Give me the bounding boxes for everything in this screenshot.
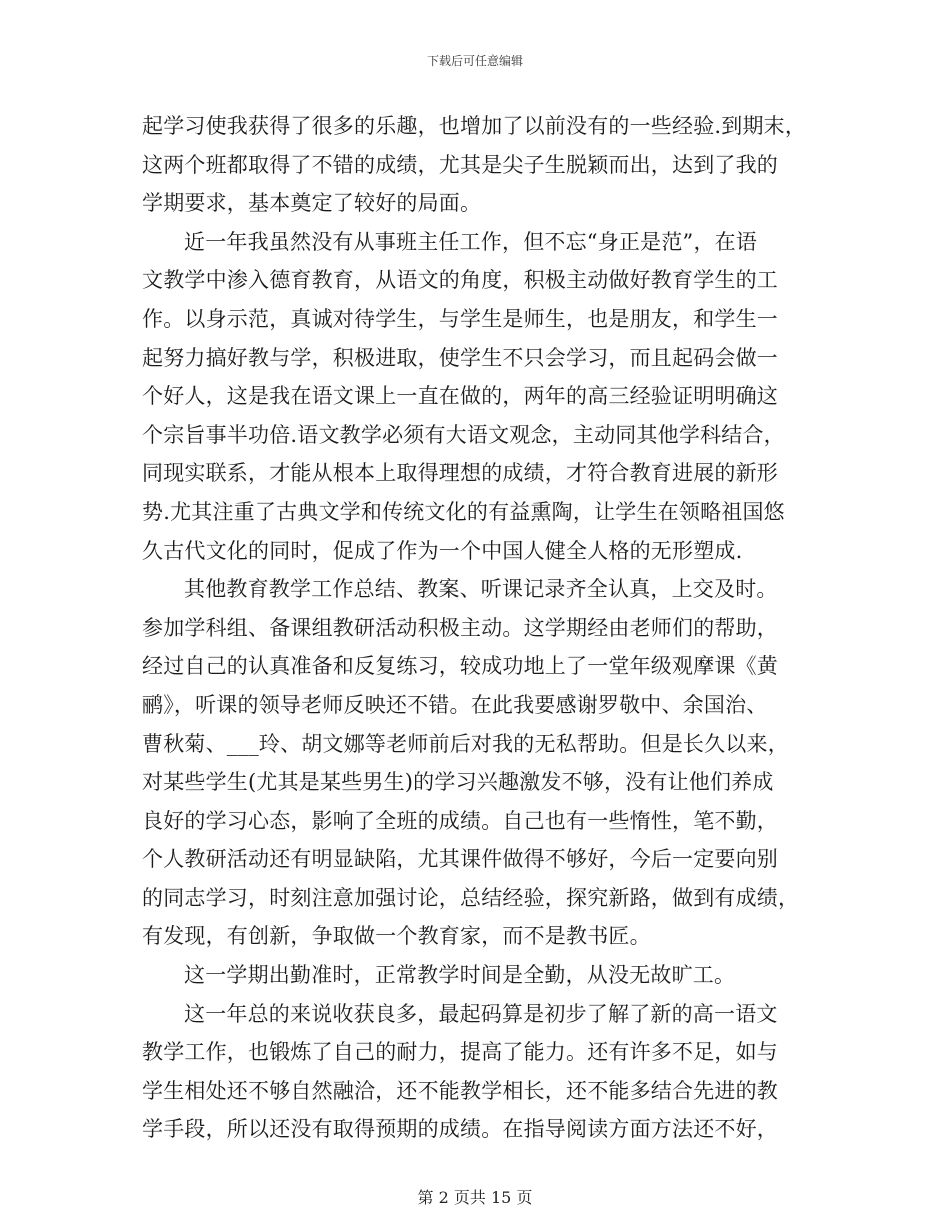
text-line: 个人教研活动还有明显缺陷，尤其课件做得不够好，今后一定要向别	[142, 847, 778, 872]
text-line: 经过自己的认真准备和反复练习，较成功地上了一堂年级观摩课《黄	[142, 654, 778, 679]
text-line: 教学工作，也锻炼了自己的耐力，提高了能力。还有许多不足，如与	[142, 1040, 778, 1065]
paragraph-start-line: 近一年我虽然没有从事班主任工作，但不忘“身正是范”，在语	[184, 229, 758, 254]
text-line: 有发现，有创新，争取做一个教育家，而不是教书匠。	[142, 924, 651, 949]
text-line: 学生相处还不够自然融洽，还不能教学相长，还不能多结合先进的教	[142, 1078, 778, 1103]
text-line: 作。以身示范，真诚对待学生，与学生是师生，也是朋友，和学生一	[142, 306, 778, 331]
text-line: 这两个班都取得了不错的成绩，尤其是尖子生脱颖而出，达到了我的	[142, 152, 778, 177]
text-line: 对某些学生(尤其是某些男生)的学习兴趣激发不够，没有让他们养成	[142, 770, 774, 795]
text-line: 同现实联系，才能从根本上取得理想的成绩，才符合教育进展的新形	[142, 461, 778, 486]
text-line: 个好人，这是我在语文课上一直在做的，两年的高三经验证明明确这	[142, 384, 778, 409]
text-line: 久古代文化的同时，促成了作为一个中国人健全人格的无形塑成.	[142, 538, 743, 563]
paragraph-start-line: 这一学期出勤准时，正常教学时间是全勤，从没无故旷工。	[184, 963, 736, 988]
paragraph-start-line: 其他教育教学工作总结、教案、听课记录齐全认真，上交及时。	[184, 577, 778, 602]
text-line: 鹂》，听课的领导老师反映还不错。在此我要感谢罗敬中、余国治、	[142, 692, 768, 717]
text-line: 参加学科组、备课组教研活动积极主动。这学期经由老师们的帮助，	[142, 615, 778, 640]
text-line: 起学习使我获得了很多的乐趣，也增加了以前没有的一些经验.到期末，	[142, 114, 807, 138]
paragraph-start-line: 这一年总的来说收获良多，最起码算是初步了解了新的高一语文	[184, 1001, 778, 1026]
text-line: 良好的学习心态，影响了全班的成绩。自己也有一些惰性，笔不勤，	[142, 808, 778, 833]
text-line: 的同志学习，时刻注意加强讨论，总结经验，探究新路，做到有成绩，	[142, 885, 800, 910]
document-body	[142, 107, 822, 1149]
text-line: 学手段，所以还没有取得预期的成绩。在指导阅读方面方法还不好，	[142, 1117, 778, 1142]
text-line: 势.尤其注重了古典文学和传统文化的有益熏陶，让学生在领略祖国悠	[142, 499, 785, 524]
page-header: 下载后可任意编辑	[426, 54, 523, 68]
text-line: 曹秋菊、___玲、胡文娜等老师前后对我的无私帮助。但是长久以来，	[142, 731, 789, 756]
page-footer: 第 2 页共 15 页	[417, 1188, 533, 1207]
text-line: 个宗旨事半功倍.语文教学必须有大语文观念，主动同其他学科结合，	[142, 422, 785, 447]
text-line: 起努力搞好教与学，积极进取，使学生不只会学习，而且起码会做一	[142, 345, 778, 370]
text-line: 学期要求，基本奠定了较好的局面。	[142, 191, 482, 216]
text-line: 文教学中渗入德育教育，从语文的角度，积极主动做好教育学生的工	[142, 268, 778, 293]
